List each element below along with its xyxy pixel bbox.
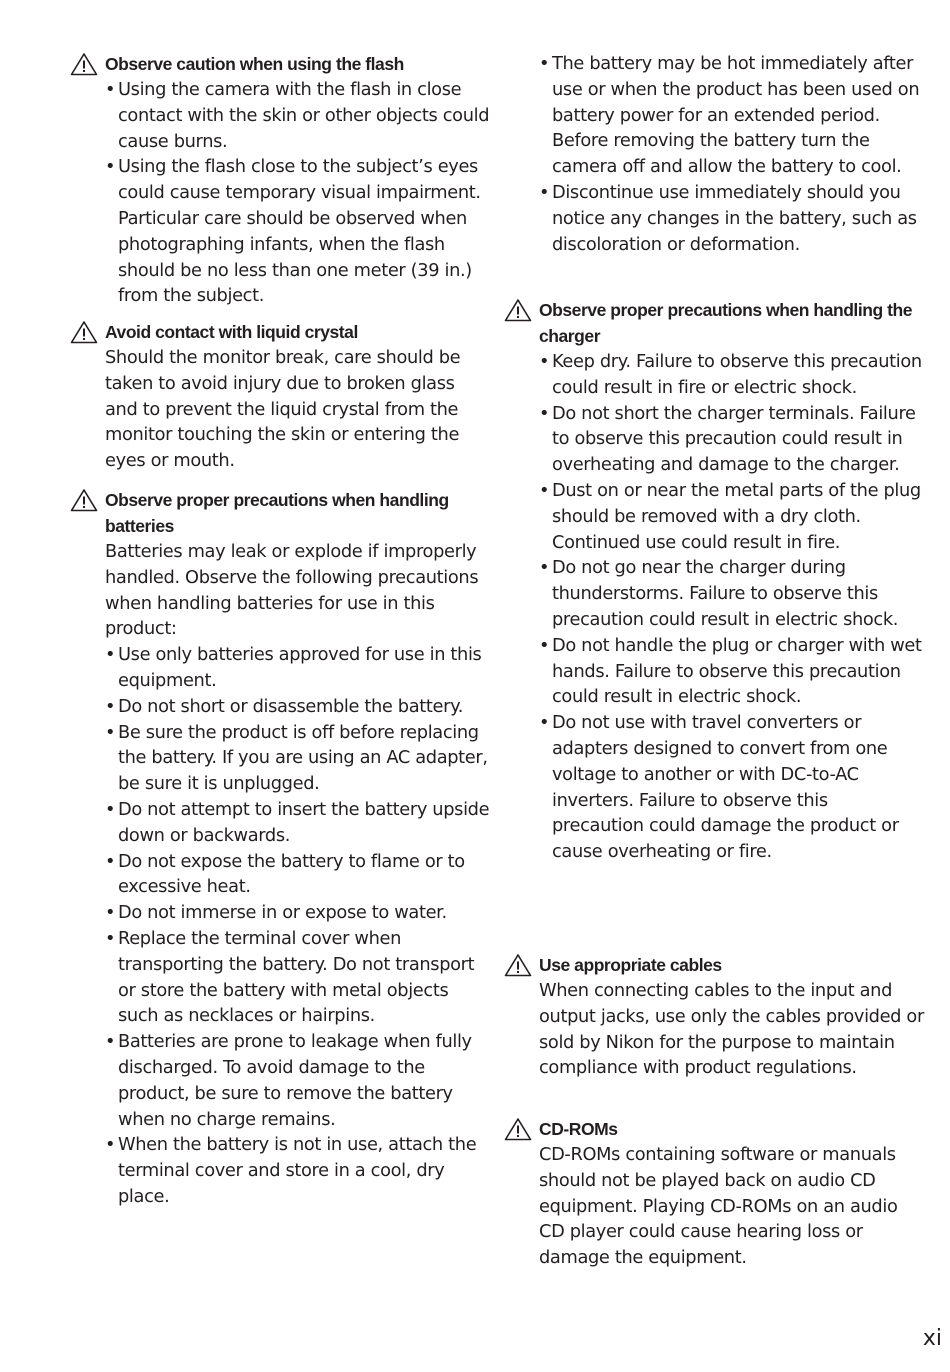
section-heading (70, 487, 490, 539)
liquid-crystal-section (70, 319, 490, 474)
list-item: • Dust on or near the metal parts of the plug should be removed with a dry cloth. Continued use could result in fire. (539, 478, 924, 555)
flash-caution-section (70, 51, 490, 309)
section-heading (504, 1116, 924, 1142)
heading-text: Observe proper precautions when handling the charger (539, 300, 913, 346)
list-item: • Do not short the charger terminals. Failure to observe this precaution could result in overheating and damage to the charger. (539, 401, 924, 478)
warning-triangle-icon (504, 1117, 532, 1141)
bullet-list (504, 349, 924, 865)
bullet-list (504, 51, 924, 257)
list-item: • Do not handle the plug or charger with wet hands. Failure to observe this precaution could result in electric shock. (539, 633, 924, 710)
section-heading (504, 952, 924, 978)
bullet-list (70, 77, 490, 309)
heading-text: Avoid contact with liquid crystal (105, 322, 358, 342)
list-item: • Be sure the product is off before replacing the battery. If you are using an AC adapter, be sure it is unplugged. (105, 720, 490, 797)
section-heading (70, 51, 490, 77)
list-item: • Use only batteries approved for use in this equipment. (105, 642, 490, 694)
batteries-section (70, 487, 490, 1210)
list-item: • Do not use with travel converters or adapters designed to convert from one voltage to another or with DC-to-AC inverters. Failure to observe this precaution could damage the product or cause overheating or fire. (539, 710, 924, 865)
heading-text: Use appropriate cables (539, 955, 722, 975)
section-paragraph: When connecting cables to the input and output jacks, use only the cables provided or sold by Nikon for the purpose to maintain compliance with product regulations. (539, 980, 924, 1079)
warning-triangle-icon (70, 52, 98, 76)
list-item: • Do not short or disassemble the battery. (105, 694, 490, 720)
list-item: • Replace the terminal cover when transporting the battery. Do not transport or store the battery with metal objects such as necklaces or hairpins. (105, 926, 490, 1029)
section-heading (70, 319, 490, 345)
heading-text: Observe proper precautions when handling batteries (105, 490, 449, 536)
cables-section (504, 952, 924, 1081)
cdroms-section (504, 1116, 924, 1271)
list-item: • Do not go near the charger during thunderstorms. Failure to observe this precaution could result in electric shock. (539, 555, 924, 632)
section-paragraph: CD-ROMs containing software or manuals should not be played back on audio CD equipment. Playing CD-ROMs on an audio CD player could cause hearing loss or damage the equipment. (539, 1144, 898, 1269)
page-number: xi (922, 1326, 942, 1351)
warning-triangle-icon (504, 953, 532, 977)
heading-text: Observe caution when using the flash (105, 54, 404, 74)
bullet-list (70, 642, 490, 1210)
heading-text: CD-ROMs (539, 1119, 618, 1139)
list-item: • Do not immerse in or expose to water. (105, 900, 490, 926)
section-heading (504, 297, 924, 349)
warning-triangle-icon (504, 298, 532, 322)
list-item: • Keep dry. Failure to observe this precaution could result in fire or electric shock. (539, 349, 924, 401)
list-item: • Using the camera with the flash in close contact with the skin or other objects could cause burns. (105, 77, 490, 154)
charger-section (504, 297, 924, 865)
list-item: • When the battery is not in use, attach the terminal cover and store in a cool, dry place. (105, 1132, 490, 1209)
list-item: • Do not expose the battery to flame or to excessive heat. (105, 849, 490, 901)
warning-triangle-icon (70, 488, 98, 512)
list-item: • Discontinue use immediately should you notice any changes in the battery, such as discoloration or deformation. (539, 180, 924, 257)
section-paragraph: Batteries may leak or explode if improperly handled. Observe the following precautions when handling batteries for use in this product: (105, 541, 479, 640)
warning-triangle-icon (70, 320, 98, 344)
list-item: • Using the flash close to the subject’s eyes could cause temporary visual impairment. Particular care should be observed when photographing infants, when the flash should be no less than one meter (39 in.) from the subject. (105, 154, 490, 309)
section-paragraph: Should the monitor break, care should be taken to avoid injury due to broken glass and to prevent the liquid crystal from the monitor touching the skin or entering the eyes or mouth. (105, 347, 461, 472)
list-item: • The battery may be hot immediately after use or when the product has been used on battery power for an extended period. Before removing the battery turn the camera off and allow the battery to cool. (539, 51, 924, 180)
list-item: • Batteries are prone to leakage when fully discharged. To avoid damage to the product, be sure to remove the battery when no charge remains. (105, 1029, 490, 1132)
list-item: • Do not attempt to insert the battery upside down or backwards. (105, 797, 490, 849)
battery-precautions-continued (504, 51, 924, 257)
